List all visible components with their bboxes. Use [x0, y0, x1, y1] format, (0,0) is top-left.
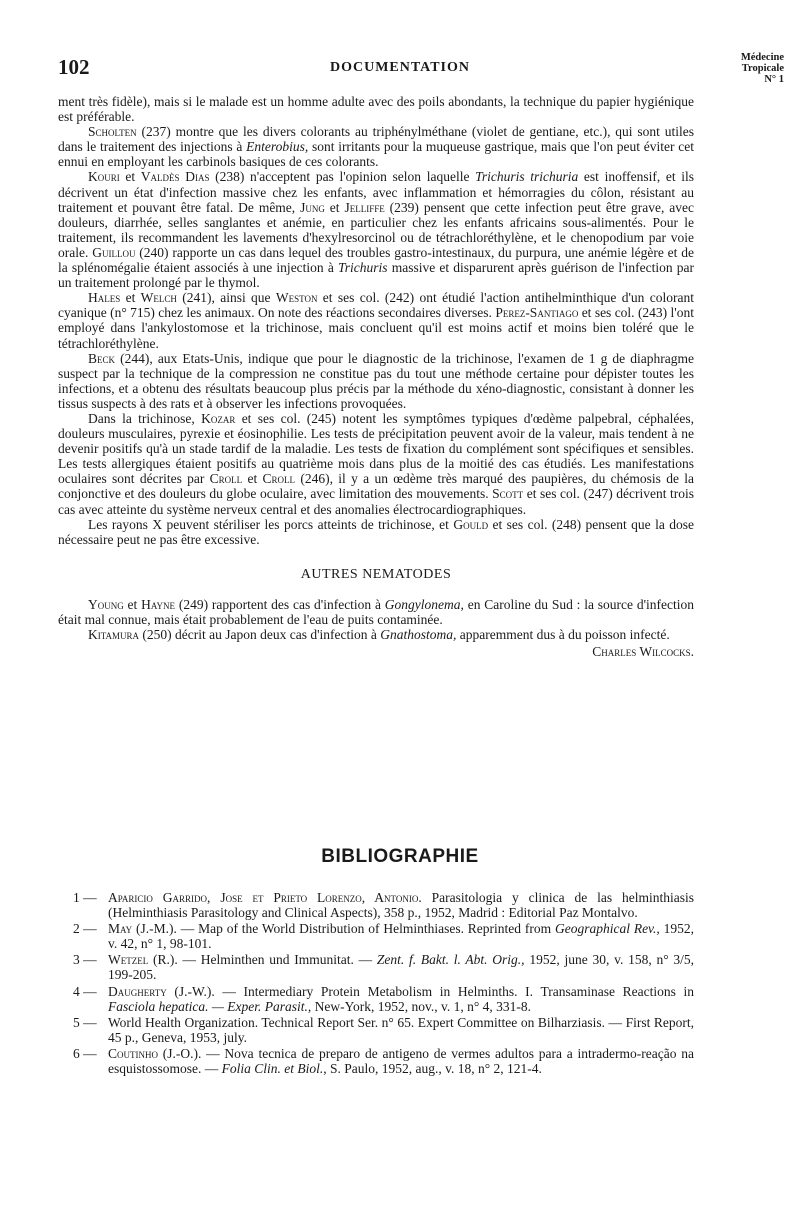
paragraph-text: et ses col. (248) pensent que la dose nécessaire peut ne pas être excessive. — [58, 516, 694, 547]
paragraph-text: et ses col. (247) décrivent trois cas avec atteinte du système nerveux central et des anomalies électrocardiographiques. — [58, 486, 695, 517]
bibliography-entry-1 — [58, 890, 694, 920]
entry-author: Daugherty (J.-W.). — [108, 983, 215, 999]
paragraph-text: est inoffensif, et ils décrivent un état d'infection massive chez les enfants, avec inflammation et hémorragies du côlon, résistant au traitement et pouvant être fatal. De même, — [58, 169, 695, 215]
entry-text: 1952, june 30, v. 158, n° 3/5, 199-205. — [108, 952, 695, 983]
paragraph-text: (246), il y a un œdème très marqué des paupières, du chémosis de la conjonctive et des douleurs du globe oculaire, avec limitation des mouvements. — [58, 471, 694, 502]
paragraph-4 — [58, 290, 694, 350]
entry-journal: Fasciola hepatica. — Exper. Parasit., — [108, 998, 312, 1014]
paragraph-text: massive et disparurent après guérison de l'infection par un traitement prolongé par le thymol. — [58, 260, 694, 291]
author-name: Croll — [209, 471, 243, 487]
paragraph-6 — [58, 411, 694, 517]
paragraph-text: (239) pensent que cette infection peut être grave, avec douleurs, diarrhée, selles sanglantes et anémie, en particulier chez les enfants africains sous-alimentés. Pour le traitement, ils recommandent les lavements d'hexylresorcinol ou de tétrachloréthylène, et le chenopodium par voie orale. — [58, 199, 695, 260]
author-name: Kouri — [88, 169, 120, 185]
paragraph-text: et — [324, 199, 345, 215]
bibliography-entry-3 — [58, 952, 694, 982]
entry-number: 5 — — [73, 1014, 97, 1030]
author-name: Welch — [140, 290, 177, 306]
journal-name-line-1: Médecine — [740, 52, 784, 63]
paragraph-7 — [58, 517, 694, 547]
journal-name-line-2: Tropicale — [741, 63, 784, 74]
entry-number: 4 — — [73, 983, 97, 999]
author-name: Young — [88, 596, 124, 612]
author-name: Jelliffe — [344, 199, 385, 215]
entry-number: 1 — — [73, 890, 97, 905]
paragraph-text: (241), ainsi que — [176, 290, 276, 306]
species-name: Gnathostoma, — [380, 627, 457, 643]
paragraph-text: en Caroline du Sud : la source d'infection était mal connue, mais était probablement de l'eau de puits contaminée. — [58, 596, 694, 627]
entry-number: 2 — — [73, 921, 97, 937]
entry-text: — Nova tecnica de preparo de antigeno de vermes adultos para a intradermo-reação na esquistossomose. — — [108, 1045, 694, 1077]
species-name: Gongylonema, — [384, 596, 464, 612]
paragraph-text: (249) rapportent des cas d'infection à — [175, 596, 385, 612]
journal-issue: N° 1 — [764, 74, 784, 85]
author-name: Scholten — [88, 124, 137, 140]
bibliography-entry-6 — [58, 1046, 694, 1076]
author-name: Kitamura — [88, 627, 140, 643]
paragraph-3 — [58, 169, 694, 290]
bibliography-entry-5 — [58, 1015, 694, 1045]
paragraph-text: et — [119, 169, 141, 185]
paragraph-text: (238) n'acceptent pas l'opinion selon laquelle — [209, 169, 476, 185]
entry-journal: Zent. f. Bakt. l. Abt. Orig., — [376, 952, 525, 968]
paragraph-text: Dans la trichinose, — [88, 410, 202, 426]
paragraph-text: apparemment dus à du poisson infecté. — [456, 627, 670, 643]
paragraph-text: et ses col. (242) ont étudié l'action antihelminthique d'un colorant cyanique (n° 715) chez les animaux. On note des réactions secondaires diverses. — [58, 290, 694, 321]
paragraph-text: Les rayons X peuvent stériliser les porcs atteints de trichinose, et — [88, 516, 454, 532]
entry-number: 6 — — [73, 1045, 97, 1061]
page-header — [0, 0, 800, 96]
author-name: Croll — [262, 471, 296, 487]
species-name: Trichuris — [338, 260, 388, 276]
author-name: Jung — [300, 199, 325, 215]
author-name: Valdès Dias — [140, 169, 210, 185]
author-signature: Charles Wilcocks. — [592, 644, 694, 660]
paragraph-2 — [58, 124, 694, 169]
author-name: Guillou — [92, 244, 136, 260]
entry-text: — Map of the World Distribution of Helminthiases. Reprinted from — [176, 921, 555, 937]
entry-author: Aparicio Garrido, Jose et Prieto Lorenzo, Antonio. — [108, 890, 422, 905]
author-name: Hayne — [141, 596, 176, 612]
entry-text: World Health Organization. Technical Report Ser. n° 65. Expert Committee on Bilharziasis. — First Report, 45 p., Geneva, 1953, july. — [108, 1014, 694, 1045]
paragraph-text: (250) décrit au Japon deux cas d'infection à — [139, 627, 381, 643]
paragraph-text: (237) montre que les divers colorants au triphénylméthane (violet de gentiane, etc.), qui sont utiles dans le traitement des injections à — [58, 124, 694, 155]
paragraph-8 — [58, 597, 694, 627]
entry-author: Wetzel (R.). — [108, 952, 178, 968]
entry-author: Coutinho (J.-O.). — [108, 1045, 202, 1061]
entry-text: Parasitologia y clinica de las helminthiasis (Helminthiasis Parasitology and Clinical Aspects), 358 p., 1952, Madrid : Editorial Paz Montalvo. — [108, 890, 694, 921]
paragraph-5 — [58, 351, 694, 411]
author-name: Gould — [453, 516, 489, 532]
paragraph-text: sont irritants pour la muqueuse gastrique, mais que l'on peut éviter cet ennui en employant les carbinols basiques de ces colorants. — [58, 139, 694, 170]
paragraph-text: et — [120, 290, 141, 306]
bibliography-heading: BIBLIOGRAPHIE — [321, 846, 479, 867]
entry-text: — Helminthen und Immunitat. — — [177, 952, 377, 968]
paragraph-text: (240) rapporte un cas dans lequel des troubles gastro-intestinaux, du purpura, une anémie légère et de la splénomégalie étaient associés à une injection à — [58, 244, 694, 276]
entry-journal: Geographical Rev., — [554, 921, 660, 937]
entry-text: 1952, v. 42, n° 1, 98-101. — [108, 921, 695, 952]
journal-name — [741, 52, 784, 85]
paragraph-text: et ses col. (243) l'ont employé dans l'ankylostomose et la trichinose, mais concluent qu'il est moins actif et moins bien toléré que le tétrachloréthylène. — [58, 305, 694, 351]
entry-text: — Intermediary Protein Metabolism in Helminths. I. Transaminase Reactions in — [214, 983, 694, 999]
author-name: Scott — [492, 486, 524, 502]
bibliography-entry-4 — [58, 984, 694, 1014]
paragraph-1-text: ment très fidèle), mais si le malade est un homme adulte avec des poils abondants, la technique du papier hygiénique est préférable. — [58, 94, 694, 125]
entry-text: S. Paulo, 1952, aug., v. 18, n° 2, 121-4. — [326, 1061, 542, 1077]
paragraph-1 — [58, 94, 694, 124]
article-body — [58, 94, 694, 659]
author-name: Weston — [275, 290, 318, 306]
paragraph-9 — [58, 627, 694, 642]
entry-journal: Folia Clin. et Biol., — [221, 1061, 327, 1077]
section-title: AUTRES NEMATODES — [300, 566, 452, 582]
author-name: Beck — [88, 350, 116, 366]
paragraph-text: (244), aux Etats-Unis, indique que pour le diagnostic de la trichinose, l'examen de 1 g de diaphragme suspect par la technique de la compression ne constitue pas du tout une méthode certaine pour dépister toutes les infections, et a obtenu des résultats beaucoup plus précis par la méthode du xéno-diagnostic, consistant à donner les tissus suspects à des rats et à observer les infections provoquées. — [58, 350, 694, 411]
species-name: Trichuris trichuria — [475, 169, 579, 185]
running-title: DOCUMENTATION — [329, 60, 471, 75]
author-name: Perez-Santiago — [495, 305, 579, 321]
species-name: Enterobius, — [246, 139, 309, 155]
entry-text: New-York, 1952, nov., v. 1, n° 4, 331-8. — [311, 998, 532, 1014]
page-number: 102 — [58, 55, 90, 79]
paragraph-text: et — [242, 471, 263, 487]
author-name: Hales — [88, 290, 121, 306]
bibliography-list — [58, 890, 694, 1077]
author-name: Kozar — [201, 410, 236, 426]
bibliography-entry-2 — [58, 921, 694, 951]
paragraph-text: et — [123, 596, 142, 612]
entry-author: May (J.-M.). — [108, 921, 177, 937]
entry-number: 3 — — [73, 952, 97, 968]
paragraph-text: et ses col. (245) notent les symptômes typiques d'œdème palpebral, céphalées, douleurs musculaires, pyrexie et éosinophilie. Les tests de précipitation peuvent avoir de la valeur, mais tendent à ne devenir positifs qu'à un stade tardif de la maladie. Les tests de fixation du complément sont spécifiques et sensibles. Les tests allergiques étaient positifs au quatrième mois dans plus de la moitié des cas étudiés. Les manifestations oculaires sont décrites par — [58, 410, 694, 487]
